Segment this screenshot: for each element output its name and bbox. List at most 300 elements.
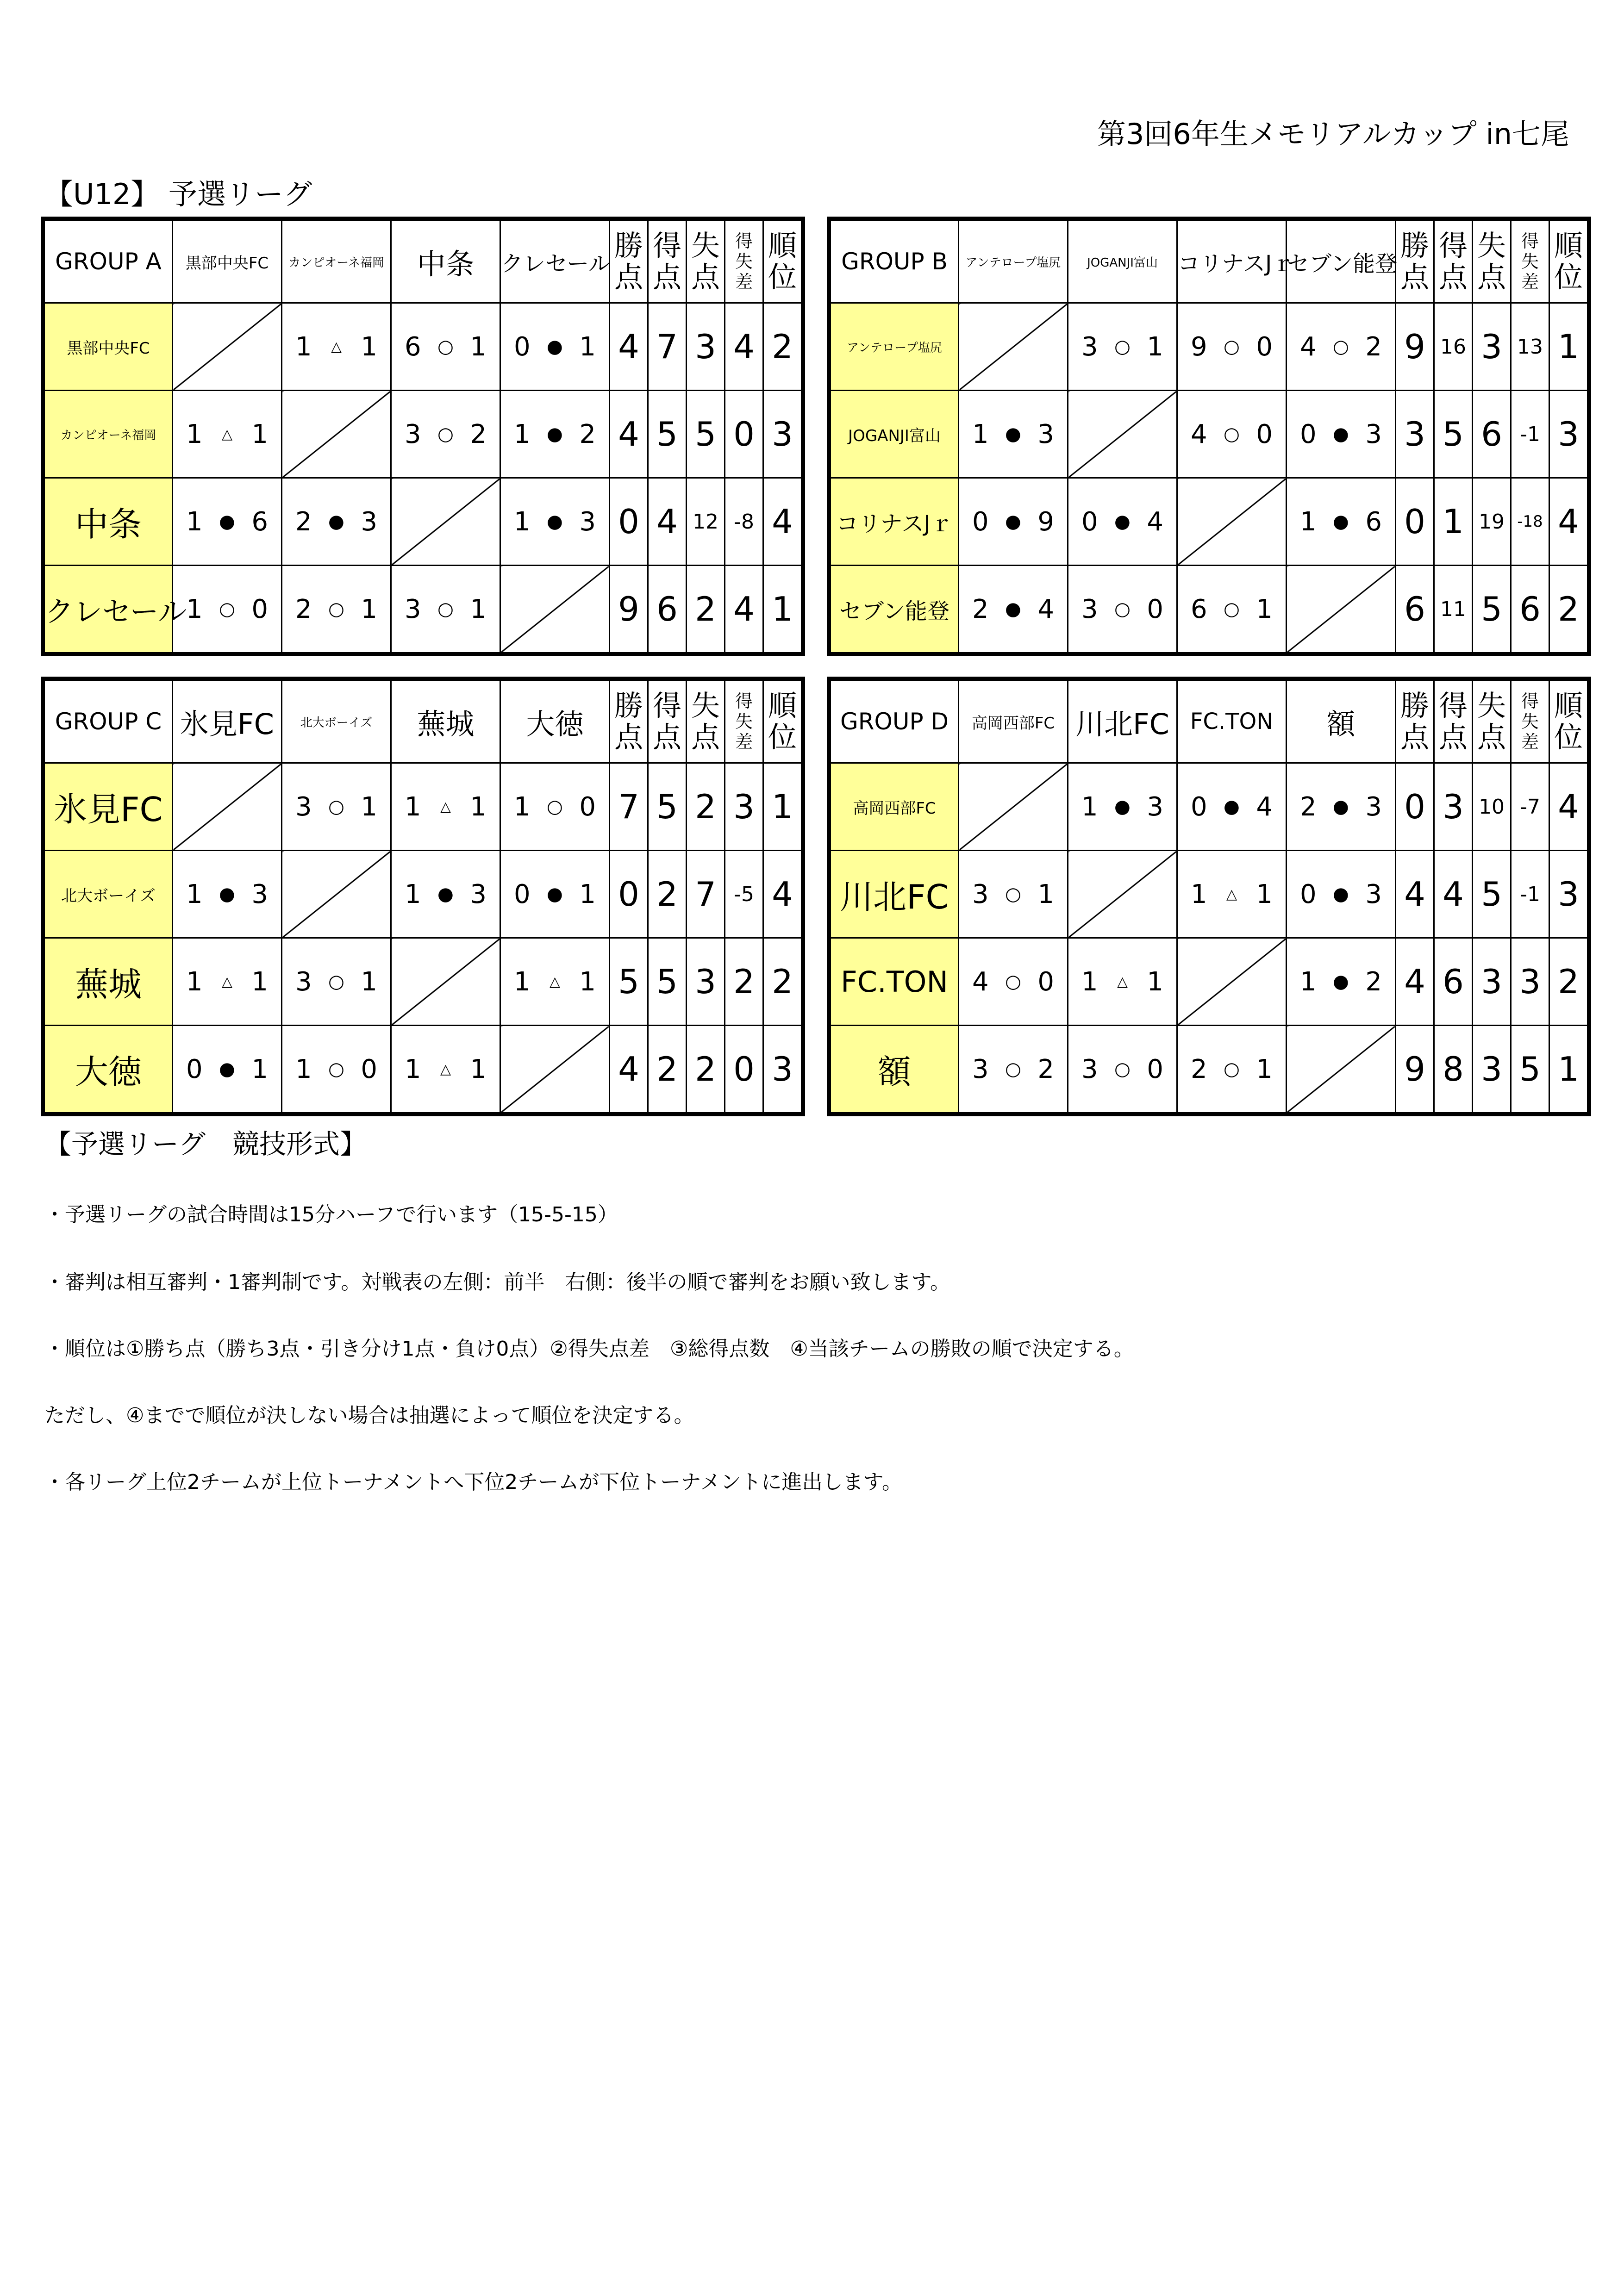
- score: [501, 507, 609, 537]
- goals-for: 1: [405, 791, 421, 822]
- goals-for: 0: [514, 331, 531, 362]
- stat-header-char: 点: [652, 260, 681, 294]
- stat-header-char: 点: [1477, 260, 1506, 294]
- goals-for: 1: [1300, 966, 1317, 997]
- goals-for: 1: [514, 791, 531, 822]
- stat-header-char: 得: [1521, 691, 1539, 711]
- self-match-cell: [391, 938, 500, 1026]
- result-mark: △: [221, 973, 233, 990]
- team-row: [43, 1026, 803, 1114]
- goals-against: 1: [470, 791, 487, 822]
- team-name: 高岡西部FC: [829, 763, 959, 851]
- result-mark: △: [549, 973, 561, 990]
- result-mark: ●: [1224, 796, 1240, 817]
- goals-for: 1: [405, 1054, 421, 1084]
- goals-against: 2: [470, 419, 487, 449]
- header-row: [43, 679, 803, 763]
- stat-diff: 3: [1511, 938, 1549, 1026]
- stat-goals: 5: [648, 938, 687, 1026]
- stat-diff: -1: [1511, 851, 1549, 938]
- team-name: 黒部中央FC: [43, 303, 173, 391]
- stat-win_pts: 4: [610, 303, 648, 391]
- score: [1068, 507, 1176, 537]
- stat-against: 3: [1473, 1026, 1511, 1114]
- stat-diff: 4: [725, 566, 763, 654]
- goals-for: 1: [1081, 791, 1098, 822]
- result-mark: ○: [1224, 336, 1240, 357]
- opponent-header: コリナスJｒ: [1177, 219, 1287, 303]
- goals-against: 2: [1365, 331, 1382, 362]
- stat-against: 2: [687, 763, 725, 851]
- goals-against: 0: [1256, 419, 1273, 449]
- match-result: [500, 478, 610, 566]
- stat-header-char: 得: [1438, 689, 1468, 722]
- goals-against: 1: [251, 1054, 268, 1084]
- goals-against: 1: [251, 966, 268, 997]
- goals-against: 0: [361, 1054, 377, 1084]
- team-row: [43, 478, 803, 566]
- stat-win_pts: 9: [1396, 303, 1434, 391]
- group-b-table: [827, 217, 1591, 656]
- result-mark: ●: [1114, 511, 1131, 532]
- match-result: [282, 566, 391, 654]
- goals-against: 3: [470, 879, 487, 909]
- stat-goals: 5: [1434, 391, 1473, 478]
- self-match-cell: [1068, 851, 1177, 938]
- stat-win_pts: 3: [1396, 391, 1434, 478]
- team-row: [829, 566, 1589, 654]
- match-result: [959, 851, 1068, 938]
- stat-rank: 2: [1549, 938, 1589, 1026]
- team-row: [43, 566, 803, 654]
- stat-header-diff: [1511, 219, 1549, 303]
- goals-against: 1: [361, 331, 377, 362]
- stat-header-char: 順: [1554, 229, 1583, 262]
- stat-diff: 3: [725, 763, 763, 851]
- team-name: コリナスJｒ: [829, 478, 959, 566]
- stat-rank: 1: [1549, 1026, 1589, 1114]
- stat-header-char: 勝: [614, 229, 643, 262]
- team-row: [829, 303, 1589, 391]
- goals-for: 2: [972, 594, 989, 624]
- stat-win_pts: 9: [610, 566, 648, 654]
- goals-against: 0: [1147, 1054, 1163, 1084]
- result-mark: ○: [328, 598, 344, 620]
- score: [173, 1054, 281, 1084]
- score: [959, 1054, 1067, 1084]
- stat-rank: 2: [763, 938, 803, 1026]
- goals-against: 3: [1365, 419, 1382, 449]
- result-mark: ●: [1005, 511, 1021, 532]
- goals-for: 0: [1191, 791, 1207, 822]
- goals-for: 3: [972, 1054, 989, 1084]
- match-result: [1287, 851, 1396, 938]
- stat-rank: 1: [763, 763, 803, 851]
- stat-against: 7: [687, 851, 725, 938]
- stat-header-win_pts: [1396, 219, 1434, 303]
- stat-goals: 4: [1434, 851, 1473, 938]
- group-name: GROUP D: [829, 679, 959, 763]
- result-mark: ●: [1333, 511, 1349, 532]
- stat-header-char: 点: [1438, 260, 1468, 294]
- score: [1178, 594, 1286, 624]
- goals-for: 1: [186, 506, 203, 537]
- goals-for: 1: [1300, 506, 1317, 537]
- match-result: [173, 851, 282, 938]
- stat-header-char: 失: [691, 689, 720, 722]
- goals-against: 2: [579, 419, 596, 449]
- self-match-cell: [173, 763, 282, 851]
- stat-header-char: 勝: [1400, 229, 1429, 262]
- goals-against: 1: [361, 594, 377, 624]
- score: [173, 507, 281, 537]
- match-result: [173, 478, 282, 566]
- goals-for: 0: [972, 506, 989, 537]
- match-result: [1177, 1026, 1287, 1114]
- stat-diff: 0: [725, 391, 763, 478]
- team-row: [43, 851, 803, 938]
- stat-rank: 2: [763, 303, 803, 391]
- opponent-header: FC.TON: [1177, 679, 1287, 763]
- goals-against: 4: [1037, 594, 1054, 624]
- score: [501, 332, 609, 362]
- goals-against: 9: [1037, 506, 1054, 537]
- score: [173, 967, 281, 997]
- team-row: [43, 303, 803, 391]
- stat-header-diff: [725, 679, 763, 763]
- goals-against: 1: [470, 331, 487, 362]
- stat-against: 3: [687, 303, 725, 391]
- goals-against: 2: [1365, 966, 1382, 997]
- goals-against: 2: [1037, 1054, 1054, 1084]
- goals-against: 1: [361, 966, 377, 997]
- score: [173, 594, 281, 624]
- stat-header-against: [687, 219, 725, 303]
- score: [173, 879, 281, 909]
- result-mark: △: [221, 426, 233, 442]
- stat-header-char: 位: [768, 720, 797, 754]
- result-mark: ○: [437, 598, 454, 620]
- match-result: [282, 938, 391, 1026]
- stat-diff: 5: [1511, 1026, 1549, 1114]
- match-result: [173, 391, 282, 478]
- score: [1178, 419, 1286, 449]
- stat-against: 10: [1473, 763, 1511, 851]
- goals-for: 0: [1081, 506, 1098, 537]
- match-result: [282, 763, 391, 851]
- stat-header-char: 順: [768, 689, 797, 722]
- match-result: [391, 851, 500, 938]
- match-result: [1287, 938, 1396, 1026]
- self-match-cell: [1287, 566, 1396, 654]
- stat-header-goals: [648, 679, 687, 763]
- stat-goals: 2: [648, 851, 687, 938]
- result-mark: ○: [1005, 971, 1021, 992]
- stat-diff: 6: [1511, 566, 1549, 654]
- match-result: [391, 566, 500, 654]
- goals-against: 4: [1256, 791, 1273, 822]
- team-name: FC.TON: [829, 938, 959, 1026]
- opponent-header: 高岡西部FC: [959, 679, 1068, 763]
- stat-diff: 4: [725, 303, 763, 391]
- result-mark: ●: [437, 884, 454, 905]
- rule-line: ・審判は相互審判・1審判制です。対戦表の左側：前半 右側：後半の順で審判をお願い致します。: [44, 1270, 950, 1294]
- opponent-header: アンテロープ塩尻: [959, 219, 1068, 303]
- goals-for: 4: [1191, 419, 1207, 449]
- stat-header-goals: [648, 219, 687, 303]
- stat-win_pts: 0: [610, 478, 648, 566]
- stat-goals: 6: [1434, 938, 1473, 1026]
- stat-header-char: 得: [1521, 231, 1539, 251]
- stat-header-rank: [1549, 219, 1589, 303]
- result-mark: △: [440, 798, 451, 815]
- goals-for: 3: [295, 966, 312, 997]
- stat-header-char: 点: [1400, 260, 1429, 294]
- result-mark: ○: [219, 598, 235, 620]
- match-result: [282, 478, 391, 566]
- stat-header-char: 順: [1554, 689, 1583, 722]
- stat-header-win_pts: [1396, 679, 1434, 763]
- goals-for: 1: [295, 1054, 312, 1084]
- goals-against: 1: [1147, 966, 1163, 997]
- score: [392, 792, 500, 822]
- self-match-cell: [282, 391, 391, 478]
- stat-win_pts: 0: [1396, 478, 1434, 566]
- goals-for: 2: [1300, 791, 1317, 822]
- stat-against: 2: [687, 1026, 725, 1114]
- stat-against: 2: [687, 566, 725, 654]
- opponent-header: 氷見FC: [173, 679, 282, 763]
- goals-against: 3: [1365, 879, 1382, 909]
- goals-against: 1: [579, 966, 596, 997]
- goals-for: 3: [405, 419, 421, 449]
- group-name: GROUP A: [43, 219, 173, 303]
- stat-win_pts: 0: [610, 851, 648, 938]
- stat-diff: -8: [725, 478, 763, 566]
- goals-for: 1: [405, 879, 421, 909]
- match-result: [1068, 1026, 1177, 1114]
- match-result: [1068, 938, 1177, 1026]
- score: [1178, 332, 1286, 362]
- opponent-header: 中条: [391, 219, 500, 303]
- goals-for: 2: [295, 594, 312, 624]
- match-result: [500, 938, 610, 1026]
- goals-against: 3: [361, 506, 377, 537]
- team-name: 川北FC: [829, 851, 959, 938]
- goals-against: 0: [1037, 966, 1054, 997]
- goals-against: 6: [251, 506, 268, 537]
- stat-against: 3: [1473, 938, 1511, 1026]
- match-result: [391, 391, 500, 478]
- self-match-cell: [282, 851, 391, 938]
- score: [1287, 419, 1395, 449]
- stat-win_pts: 0: [1396, 763, 1434, 851]
- score: [392, 594, 500, 624]
- score: [1178, 1054, 1286, 1084]
- score: [1178, 792, 1286, 822]
- match-result: [1177, 566, 1287, 654]
- score: [501, 792, 609, 822]
- stat-goals: 16: [1434, 303, 1473, 391]
- goals-against: 0: [1256, 331, 1273, 362]
- stat-goals: 8: [1434, 1026, 1473, 1114]
- document-title: 第3回6年生メモリアルカップ in七尾: [1097, 117, 1569, 151]
- score: [282, 507, 390, 537]
- goals-against: 3: [1147, 791, 1163, 822]
- stat-header-char: 差: [735, 732, 753, 752]
- self-match-cell: [959, 763, 1068, 851]
- score: [282, 1054, 390, 1084]
- match-result: [500, 763, 610, 851]
- goals-for: 1: [186, 966, 203, 997]
- stat-goals: 1: [1434, 478, 1473, 566]
- goals-against: 1: [1256, 594, 1273, 624]
- goals-for: 6: [405, 331, 421, 362]
- team-row: [829, 391, 1589, 478]
- stat-diff: 2: [725, 938, 763, 1026]
- stat-header-char: 失: [1477, 229, 1506, 262]
- stat-header-char: 得: [1438, 229, 1468, 262]
- stat-diff: -1: [1511, 391, 1549, 478]
- stat-against: 19: [1473, 478, 1511, 566]
- goals-against: 1: [1147, 331, 1163, 362]
- stat-header-char: 差: [1521, 272, 1539, 292]
- score: [392, 879, 500, 909]
- stat-header-char: 点: [1400, 720, 1429, 754]
- goals-for: 1: [972, 419, 989, 449]
- stat-win_pts: 7: [610, 763, 648, 851]
- opponent-header: 大徳: [500, 679, 610, 763]
- match-result: [1068, 566, 1177, 654]
- score: [501, 879, 609, 909]
- goals-for: 2: [1191, 1054, 1207, 1084]
- match-result: [1177, 763, 1287, 851]
- score: [1068, 792, 1176, 822]
- goals-for: 1: [186, 879, 203, 909]
- match-result: [282, 303, 391, 391]
- score: [1068, 332, 1176, 362]
- goals-for: 1: [295, 331, 312, 362]
- match-result: [391, 303, 500, 391]
- stat-header-char: 位: [1554, 720, 1583, 754]
- score: [1068, 1054, 1176, 1084]
- stat-rank: 4: [763, 478, 803, 566]
- team-row: [43, 391, 803, 478]
- self-match-cell: [1287, 1026, 1396, 1114]
- stat-header-against: [1473, 679, 1511, 763]
- goals-against: 1: [251, 419, 268, 449]
- opponent-header: カンピオーネ福岡: [282, 219, 391, 303]
- stat-header-char: 得: [652, 689, 681, 722]
- match-result: [959, 566, 1068, 654]
- stat-rank: 1: [763, 566, 803, 654]
- stat-header-rank: [763, 219, 803, 303]
- goals-against: 6: [1365, 506, 1382, 537]
- goals-against: 3: [1365, 791, 1382, 822]
- match-result: [391, 763, 500, 851]
- goals-for: 3: [295, 791, 312, 822]
- result-mark: ●: [547, 511, 563, 532]
- self-match-cell: [500, 566, 610, 654]
- goals-against: 3: [579, 506, 596, 537]
- stat-goals: 6: [648, 566, 687, 654]
- score: [1287, 507, 1395, 537]
- result-mark: ○: [1224, 423, 1240, 445]
- score: [1178, 879, 1286, 909]
- stat-against: 3: [687, 938, 725, 1026]
- stat-header-char: 点: [1477, 720, 1506, 754]
- stat-goals: 5: [648, 763, 687, 851]
- stat-header-against: [1473, 219, 1511, 303]
- match-result: [282, 1026, 391, 1114]
- score: [282, 332, 390, 362]
- goals-for: 3: [1081, 594, 1098, 624]
- match-result: [959, 1026, 1068, 1114]
- goals-against: 0: [251, 594, 268, 624]
- stat-header-char: 失: [735, 251, 753, 272]
- result-mark: ○: [547, 796, 563, 817]
- stat-win_pts: 4: [1396, 851, 1434, 938]
- score: [959, 879, 1067, 909]
- group-d-table: [827, 677, 1591, 1116]
- stat-goals: 2: [648, 1026, 687, 1114]
- rule-line: ・各リーグ上位2チームが上位トーナメントへ下位2チームが下位トーナメントに進出します。: [44, 1470, 902, 1494]
- stat-header-char: 得: [652, 229, 681, 262]
- stat-rank: 4: [1549, 763, 1589, 851]
- team-name: 氷見FC: [43, 763, 173, 851]
- result-mark: ●: [1333, 423, 1349, 445]
- result-mark: ●: [219, 511, 235, 532]
- score: [1287, 792, 1395, 822]
- stat-header-char: 点: [691, 260, 720, 294]
- opponent-header: セブン能登: [1287, 219, 1396, 303]
- score: [1287, 879, 1395, 909]
- goals-for: 1: [186, 419, 203, 449]
- team-row: [829, 478, 1589, 566]
- match-result: [173, 566, 282, 654]
- goals-for: 3: [972, 879, 989, 909]
- self-match-cell: [1177, 478, 1287, 566]
- team-row: [829, 1026, 1589, 1114]
- stat-against: 12: [687, 478, 725, 566]
- team-row: [43, 763, 803, 851]
- goals-against: 4: [1147, 506, 1163, 537]
- goals-against: 1: [470, 1054, 487, 1084]
- result-mark: ○: [437, 336, 454, 357]
- stat-rank: 3: [763, 391, 803, 478]
- stat-rank: 3: [763, 1026, 803, 1114]
- stat-header-diff: [725, 219, 763, 303]
- stat-goals: 4: [648, 478, 687, 566]
- goals-against: 1: [361, 791, 377, 822]
- stat-header-char: 位: [1554, 260, 1583, 294]
- result-mark: ○: [1224, 1058, 1240, 1080]
- rules-title: 【予選リーグ 競技形式】: [44, 1128, 367, 1160]
- stat-header-char: 位: [768, 260, 797, 294]
- team-name: カンピオーネ福岡: [43, 391, 173, 478]
- result-mark: ●: [1005, 598, 1021, 620]
- stat-header-char: 失: [735, 711, 753, 732]
- stat-diff: -7: [1511, 763, 1549, 851]
- score: [1068, 594, 1176, 624]
- score: [959, 419, 1067, 449]
- stat-header-char: 勝: [1400, 689, 1429, 722]
- stat-header-char: 点: [1438, 720, 1468, 754]
- stat-header-char: 順: [768, 229, 797, 262]
- opponent-header: 川北FC: [1068, 679, 1177, 763]
- stat-goals: 5: [648, 391, 687, 478]
- goals-for: 9: [1191, 331, 1207, 362]
